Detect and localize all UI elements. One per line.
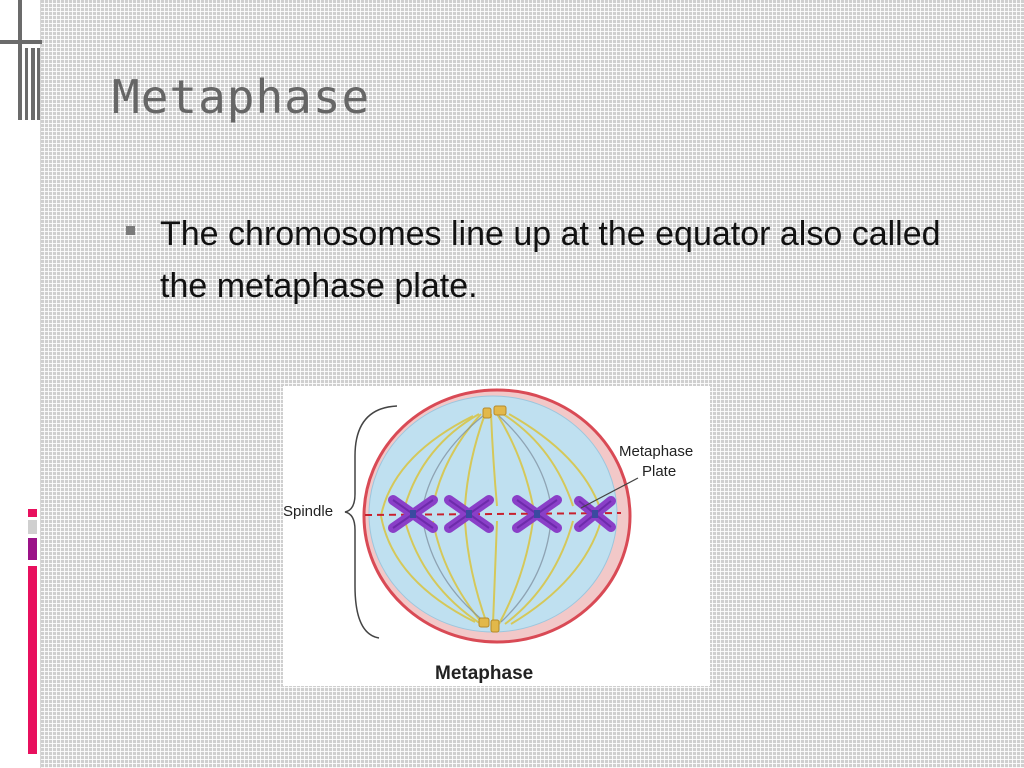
accent-bar-pink-small	[28, 509, 37, 517]
metaphase-illustration	[283, 386, 710, 686]
bullet-square-icon	[126, 226, 135, 235]
figure-caption: Metaphase	[435, 663, 534, 684]
accent-bar-pink-long	[28, 566, 37, 754]
corner-decoration	[0, 0, 42, 120]
accent-bar-purple	[28, 538, 37, 560]
label-spindle: Spindle	[283, 503, 334, 520]
metaphase-figure	[283, 386, 710, 686]
label-plate-line1: Metaphase	[619, 443, 694, 460]
slide-title: Metaphase	[112, 70, 371, 124]
accent-bar-gray	[28, 520, 37, 534]
bullet-list	[124, 208, 964, 312]
bullet-text-1: The chromosomes line up at the equator also called the metaphase plate.	[160, 215, 941, 305]
label-plate-line2: Plate	[642, 463, 677, 480]
